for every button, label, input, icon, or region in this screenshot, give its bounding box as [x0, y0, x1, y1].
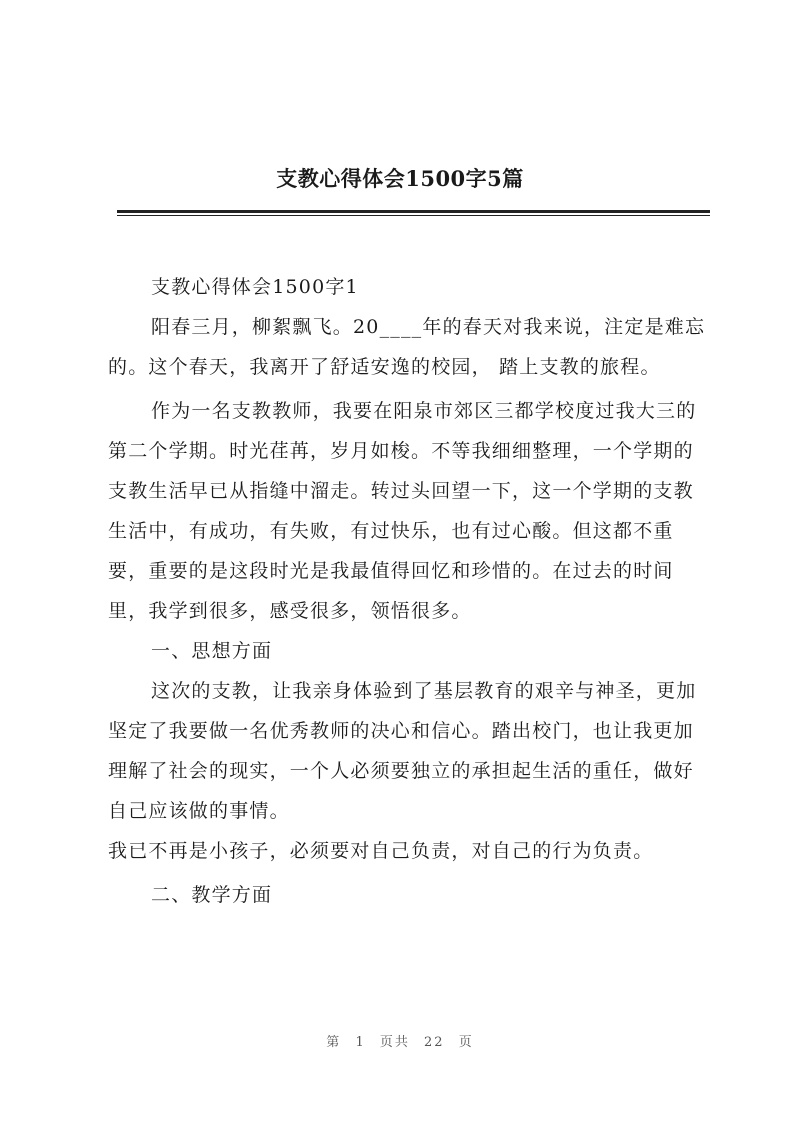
footer-total-pages: 22 [424, 1035, 445, 1050]
paragraph: 阳春三月，柳絮飘飞。20____年的春天对我来说，注定是难忘的。这个春天，我离开了舒适安逸的校园， 踏上支教的旅程。 [108, 316, 706, 378]
subheading-thought: 一、思想方面 [151, 640, 273, 662]
footer-middle: 页共 [379, 1035, 410, 1050]
title-underline-thick [117, 210, 710, 213]
paragraph: 我已不再是小孩子，必须要对自己负责，对自己的行为负责。 [108, 840, 654, 862]
footer-current-page: 1 [355, 1035, 366, 1050]
title-underline-thin [117, 215, 710, 216]
page-footer [0, 1031, 800, 1050]
footer-prefix: 第 [326, 1035, 342, 1050]
paragraph: 作为一名支教教师，我要在阳泉市郊区三都学校度过我大三的第二个学期。时光荏苒，岁月如梭。不等我细细整理，一个学期的支教生活早已从指缝中溜走。转过头回望一下，这一个学期的支教生活中，有成功，有失败，有过快乐，也有过心酸。但这都不重要，重要的是这段时光是我最值得回忆和珍惜的。在过去的时间里，我学到很多，感受很多，领悟很多。 [108, 400, 697, 622]
subheading-teaching: 二、教学方面 [151, 884, 273, 906]
document-title: 支教心得体会1500字5篇 [276, 166, 524, 191]
section-heading: 支教心得体会1500字1 [151, 276, 359, 298]
paragraph: 这次的支教，让我亲身体验到了基层教育的艰辛与神圣，更加坚定了我要做一名优秀教师的决心和信心。踏出校门，也让我更加理解了社会的现实，一个人必须要独立的承担起生活的重任，做好自己应该做的事情。 [108, 680, 697, 822]
document-body [108, 267, 708, 915]
footer-suffix: 页 [458, 1035, 474, 1050]
